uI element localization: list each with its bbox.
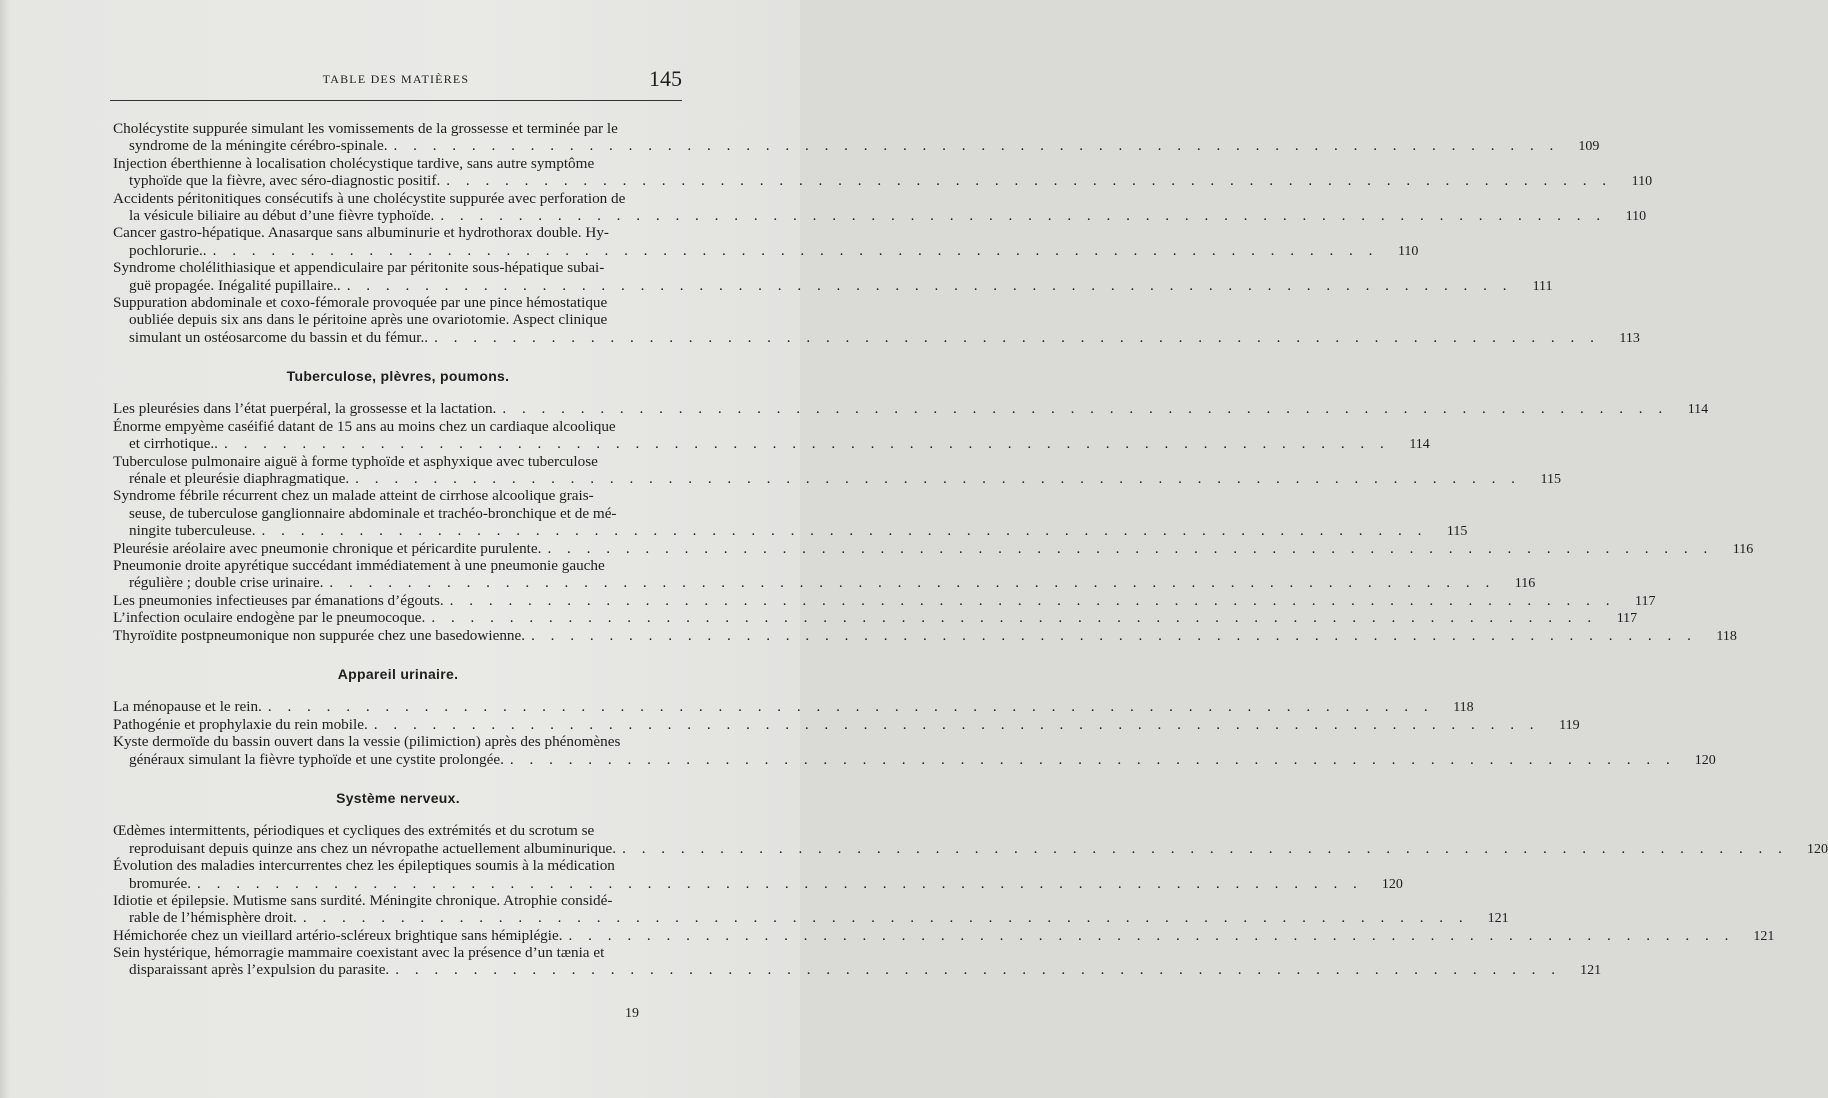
toc-section xyxy=(113,665,1716,768)
dot-leader: . . . . . . . . . . . . . . . . . . . . . . . . . . . . . . . . . . . . . . . . . . . . . . . . . . . . . . . . . . . . xyxy=(547,539,1714,557)
toc-entry xyxy=(113,733,1716,768)
entry-page-number: 109 xyxy=(1578,139,1600,155)
entry-text: Évolution des maladies intercurrentes chez les épileptiques soumis à la médication xyxy=(113,857,615,875)
toc-entry xyxy=(113,224,1419,259)
entry-line xyxy=(113,294,683,311)
entry-page-number: 117 xyxy=(1616,611,1638,627)
entry-line xyxy=(113,839,1828,857)
dot-leader: . . . . . . . . . . . . . . . . . . . . . . . . . . . . . . . . . . . . . . . . . . . . . . . . . . . . . . . . . . . . xyxy=(434,328,1600,346)
toc-section xyxy=(113,789,1828,979)
dot-leader: . . . . . . . . . . . . . . . . . . . . . . . . . . . . . . . . . . . . . . . . . . . . . . . . . . . . . . . . . . . . xyxy=(261,522,1428,540)
dot-leader: . . . . . . . . . . . . . . . . . . . . . . . . . . . . . . . . . . . . . . . . . . . . . . . . . . . . . . . . . . . . xyxy=(329,574,1496,592)
entry-text: Cancer gastro-hépatique. Anasarque sans albuminurie et hydrothorax double. Hy- xyxy=(113,224,609,242)
entry-text: Cholécystite suppurée simulant les vomissements de la grossesse et terminée par le xyxy=(113,120,618,137)
toc-entry xyxy=(113,120,1600,155)
dot-leader: . . . . . . . . . . . . . . . . . . . . . . . . . . . . . . . . . . . . . . . . . . . . . . . . . . . . . . . . . . . . xyxy=(531,626,1697,644)
entry-text: Suppuration abdominale et coxo-fémorale provoquée par une pince hémostatique xyxy=(113,293,608,311)
entry-page-number: 116 xyxy=(1514,576,1536,592)
entry-text: seuse, de tuberculose ganglionnaire abdominale et trachéo-bronchique et de mé- xyxy=(129,504,617,522)
entry-line xyxy=(113,857,683,874)
entry-line xyxy=(113,259,683,276)
entry-line xyxy=(113,505,683,522)
entry-text: Sein hystérique, hémorragie mammaire coexistant avec la présence d’un tænia et xyxy=(113,944,605,962)
entry-line xyxy=(113,487,683,504)
entry-text: et cirrhotique.. xyxy=(129,435,218,453)
entry-line xyxy=(113,224,683,241)
entry-line xyxy=(113,190,683,207)
entry-line xyxy=(113,435,1430,453)
entry-line xyxy=(113,733,683,750)
entry-text: rable de l’hémisphère droit. xyxy=(129,909,297,927)
entry-text: guë propagée. Inégalité pupillaire.. xyxy=(129,276,341,294)
entry-text: Pneumonie droite apyrétique succédant immédiatement à une pneumonie gauche xyxy=(113,557,605,574)
entry-text: Énorme empyème caséifié datant de 15 ans au moins chez un cardiaque alcoolique xyxy=(113,417,616,435)
section-title: Appareil urinaire. xyxy=(337,665,459,682)
entry-text: oubliée depuis six ans dans le péritoine après une ovariotomie. Aspect clinique xyxy=(129,311,608,329)
entry-line xyxy=(113,206,1647,224)
dot-leader: . . . . . . . . . . . . . . . . . . . . . . . . . . . . . . . . . . . . . . . . . . . . . . . . . . . . . . . . . . . . xyxy=(267,698,1434,716)
entry-page-number: 120 xyxy=(1381,876,1403,892)
entry-text: typhoïde que la fièvre, avec séro-diagnostic positif. xyxy=(129,172,441,190)
entry-text: pochlorurie.. xyxy=(129,241,207,259)
header-rule xyxy=(110,100,682,101)
entry-text: Kyste dermoïde du bassin ouvert dans la vessie (pilimiction) après des phénomènes xyxy=(113,733,621,751)
entry-line xyxy=(113,137,1600,155)
entry-page-number: 121 xyxy=(1580,963,1602,979)
toc-entry xyxy=(113,539,1754,557)
dot-leader: . . . . . . . . . . . . . . . . . . . . . . . . . . . . . . . . . . . . . . . . . . . . . . . . . . . . . . . . . . . . xyxy=(509,750,1676,768)
entry-page-number: 118 xyxy=(1716,628,1737,644)
toc-section xyxy=(113,368,1754,644)
entry-line xyxy=(113,172,1653,190)
entry-line xyxy=(113,626,1737,644)
entry-text: disparaissant après l’expulsion du parasite. xyxy=(129,961,390,979)
entry-line xyxy=(113,609,1638,627)
entry-text: Injection éberthienne à localisation cholécystique tardive, sans autre symptôme xyxy=(113,154,595,172)
entry-page-number: 118 xyxy=(1453,700,1474,716)
toc-entry xyxy=(113,891,1509,927)
entry-page-number: 110 xyxy=(1631,174,1653,190)
section-title: Tuberculose, plèvres, poumons. xyxy=(286,368,510,385)
toc-entry xyxy=(113,293,1640,346)
entry-line xyxy=(113,822,683,839)
entry-line xyxy=(113,328,1640,346)
dot-leader: . . . . . . . . . . . . . . . . . . . . . . . . . . . . . . . . . . . . . . . . . . . . . . . . . . . . . . . . . . . . xyxy=(502,400,1669,418)
toc-entry xyxy=(113,417,1430,453)
entry-page-number: 114 xyxy=(1687,402,1709,418)
dot-leader: . . . . . . . . . . . . . . . . . . . . . . . . . . . . . . . . . . . . . . . . . . . . . . . . . . . . . . . . . . . . xyxy=(212,241,1379,259)
entry-text: ningite tuberculeuse. xyxy=(129,522,256,540)
toc-entry xyxy=(113,944,1602,979)
entry-line xyxy=(113,470,1561,488)
entry-text: Les pneumonies infectieuses par émanations d’égouts. xyxy=(113,591,444,609)
toc-entry xyxy=(113,591,1656,609)
entry-line xyxy=(113,155,683,172)
toc-section xyxy=(113,120,1653,346)
table-of-contents xyxy=(113,120,1828,979)
entry-text: Les pleurésies dans l’état puerpéral, la grossesse et la lactation. xyxy=(113,400,497,418)
entry-text: reproduisant depuis quinze ans chez un névropathe actuellement albuminurique. xyxy=(129,839,617,857)
entry-text: Tuberculose pulmonaire aiguë à forme typhoïde et asphyxique avec tuberculose xyxy=(113,452,598,470)
entry-page-number: 121 xyxy=(1753,928,1775,944)
entry-line xyxy=(113,715,1580,733)
entry-text: Pleurésie aréolaire avec pneumonie chronique et péricardite purulente. xyxy=(113,539,542,557)
signature-mark: 19 xyxy=(625,1006,639,1021)
dot-leader: . . . . . . . . . . . . . . . . . . . . . . . . . . . . . . . . . . . . . . . . . . . . . . . . . . . . . . . . . . . . xyxy=(355,470,1521,488)
dot-leader: . . . . . . . . . . . . . . . . . . . . . . . . . . . . . . . . . . . . . . . . . . . . . . . . . . . . . . . . . . . . xyxy=(440,206,1607,224)
entry-page-number: 115 xyxy=(1540,472,1561,488)
entry-line xyxy=(113,241,1419,259)
entry-text: Thyroïdite postpneumonique non suppurée chez une basedowienne. xyxy=(113,626,526,644)
page-number: 145 xyxy=(649,66,682,91)
toc-entry xyxy=(113,715,1580,733)
entry-page-number: 114 xyxy=(1409,437,1430,453)
entry-line xyxy=(113,522,1468,540)
entry-line xyxy=(113,926,1775,944)
dot-leader: . . . . . . . . . . . . . . . . . . . . . . . . . . . . . . . . . . . . . . . . . . . . . . . . . . . . . . . . . . . . xyxy=(568,926,1735,944)
entry-text: la vésicule biliaire au début d’une fièvre typhoïde. xyxy=(129,206,435,224)
toc-entry xyxy=(113,189,1647,225)
entry-text: régulière ; double crise urinaire. xyxy=(129,574,324,592)
dot-leader: . . . . . . . . . . . . . . . . . . . . . . . . . . . . . . . . . . . . . . . . . . . . . . . . . . . . . . . . . . . . xyxy=(197,874,1363,892)
entry-line xyxy=(113,944,683,961)
entry-line xyxy=(113,574,1536,592)
entry-text: rénale et pleurésie diaphragmatique. xyxy=(129,470,350,488)
dot-leader: . . . . . . . . . . . . . . . . . . . . . . . . . . . . . . . . . . . . . . . . . . . . . . . . . . . . . . . . . . . . xyxy=(622,839,1788,857)
entry-line xyxy=(113,539,1754,557)
entry-text: Hémichorée chez un vieillard artério-scléreux brightique sans hémiplégie. xyxy=(113,926,563,944)
entry-text: simulant un ostéosarcome du bassin et du fémur.. xyxy=(129,328,429,346)
toc-entry xyxy=(113,452,1561,488)
entry-line xyxy=(113,750,1716,768)
entry-page-number: 113 xyxy=(1619,330,1640,346)
entry-page-number: 110 xyxy=(1625,208,1647,224)
entry-line xyxy=(113,961,1602,979)
entry-text: bromurée. xyxy=(129,874,191,892)
entry-line xyxy=(113,400,1709,418)
toc-entry xyxy=(113,400,1709,418)
dot-leader: . . . . . . . . . . . . . . . . . . . . . . . . . . . . . . . . . . . . . . . . . . . . . . . . . . . . . . . . . . . . xyxy=(346,276,1513,294)
toc-entry xyxy=(113,698,1474,716)
entry-text: Œdèmes intermittents, périodiques et cycliques des extrémités et du scrotum se xyxy=(113,822,595,840)
dot-leader: . . . . . . . . . . . . . . . . . . . . . . . . . . . . . . . . . . . . . . . . . . . . . . . . . . . . . . . . . . . . xyxy=(393,137,1560,155)
entry-line xyxy=(113,909,1509,927)
entry-line xyxy=(113,120,683,137)
toc-entry xyxy=(113,822,1828,857)
toc-entry xyxy=(113,626,1737,644)
entry-page-number: 120 xyxy=(1694,752,1716,768)
toc-entry xyxy=(113,154,1653,190)
entry-page-number: 111 xyxy=(1532,278,1553,294)
entry-line xyxy=(113,591,1656,609)
entry-page-number: 115 xyxy=(1446,524,1468,540)
toc-entry xyxy=(113,926,1775,944)
dot-leader: . . . . . . . . . . . . . . . . . . . . . . . . . . . . . . . . . . . . . . . . . . . . . . . . . . . . . . . . . . . . xyxy=(373,715,1540,733)
entry-line xyxy=(113,698,1474,716)
entry-text: généraux simulant la fièvre typhoïde et une cystite prolongée. xyxy=(129,750,504,768)
running-title: TABLE DES MATIÈRES xyxy=(322,72,470,86)
entry-text: syndrome de la méningite cérébro-spinale. xyxy=(129,137,388,155)
page-header xyxy=(110,66,682,94)
toc-entry xyxy=(113,557,1536,592)
entry-line xyxy=(113,418,683,435)
entry-line xyxy=(113,453,683,470)
toc-entry xyxy=(113,609,1638,627)
toc-entry xyxy=(113,487,1468,540)
dot-leader: . . . . . . . . . . . . . . . . . . . . . . . . . . . . . . . . . . . . . . . . . . . . . . . . . . . . . . . . . . . . xyxy=(223,435,1390,453)
dot-leader: . . . . . . . . . . . . . . . . . . . . . . . . . . . . . . . . . . . . . . . . . . . . . . . . . . . . . . . . . . . . xyxy=(302,909,1469,927)
entry-line xyxy=(113,874,1403,892)
entry-line xyxy=(113,311,683,328)
dot-leader: . . . . . . . . . . . . . . . . . . . . . . . . . . . . . . . . . . . . . . . . . . . . . . . . . . . . . . . . . . . . xyxy=(446,172,1613,190)
entry-text: La ménopause et le rein. xyxy=(113,698,262,716)
entry-text: Idiotie et épilepsie. Mutisme sans surdité. Méningite chronique. Atrophie considé- xyxy=(113,891,613,909)
dot-leader: . . . . . . . . . . . . . . . . . . . . . . . . . . . . . . . . . . . . . . . . . . . . . . . . . . . . . . . . . . . . xyxy=(449,591,1616,609)
entry-page-number: 116 xyxy=(1732,541,1754,557)
entry-line xyxy=(113,276,1553,294)
section-title: Système nerveux. xyxy=(336,789,460,806)
toc-entry xyxy=(113,857,1403,892)
entry-text: L’infection oculaire endogène par le pneumocoque. xyxy=(113,609,426,627)
dot-leader: . . . . . . . . . . . . . . . . . . . . . . . . . . . . . . . . . . . . . . . . . . . . . . . . . . . . . . . . . . . . xyxy=(395,961,1562,979)
entry-page-number: 120 xyxy=(1806,841,1828,857)
entry-page-number: 117 xyxy=(1635,593,1656,609)
entry-text: Syndrome fébrile récurrent chez un malade atteint de cirrhose alcoolique grais- xyxy=(113,487,594,505)
toc-entry xyxy=(113,259,1553,294)
entry-line xyxy=(113,892,683,909)
entry-page-number: 110 xyxy=(1397,243,1419,259)
entry-text: Accidents péritonitiques consécutifs à une cholécystite suppurée avec perforation de xyxy=(113,189,626,207)
entry-text: Pathogénie et prophylaxie du rein mobile. xyxy=(113,715,368,733)
entry-page-number: 119 xyxy=(1559,717,1580,733)
entry-line xyxy=(113,557,683,574)
dot-leader: . . . . . . . . . . . . . . . . . . . . . . . . . . . . . . . . . . . . . . . . . . . . . . . . . . . . . . . . . . . . xyxy=(431,609,1598,627)
entry-text: Syndrome cholélithiasique et appendiculaire par péritonite sous-hépatique subai- xyxy=(113,259,605,277)
entry-page-number: 121 xyxy=(1487,911,1509,927)
